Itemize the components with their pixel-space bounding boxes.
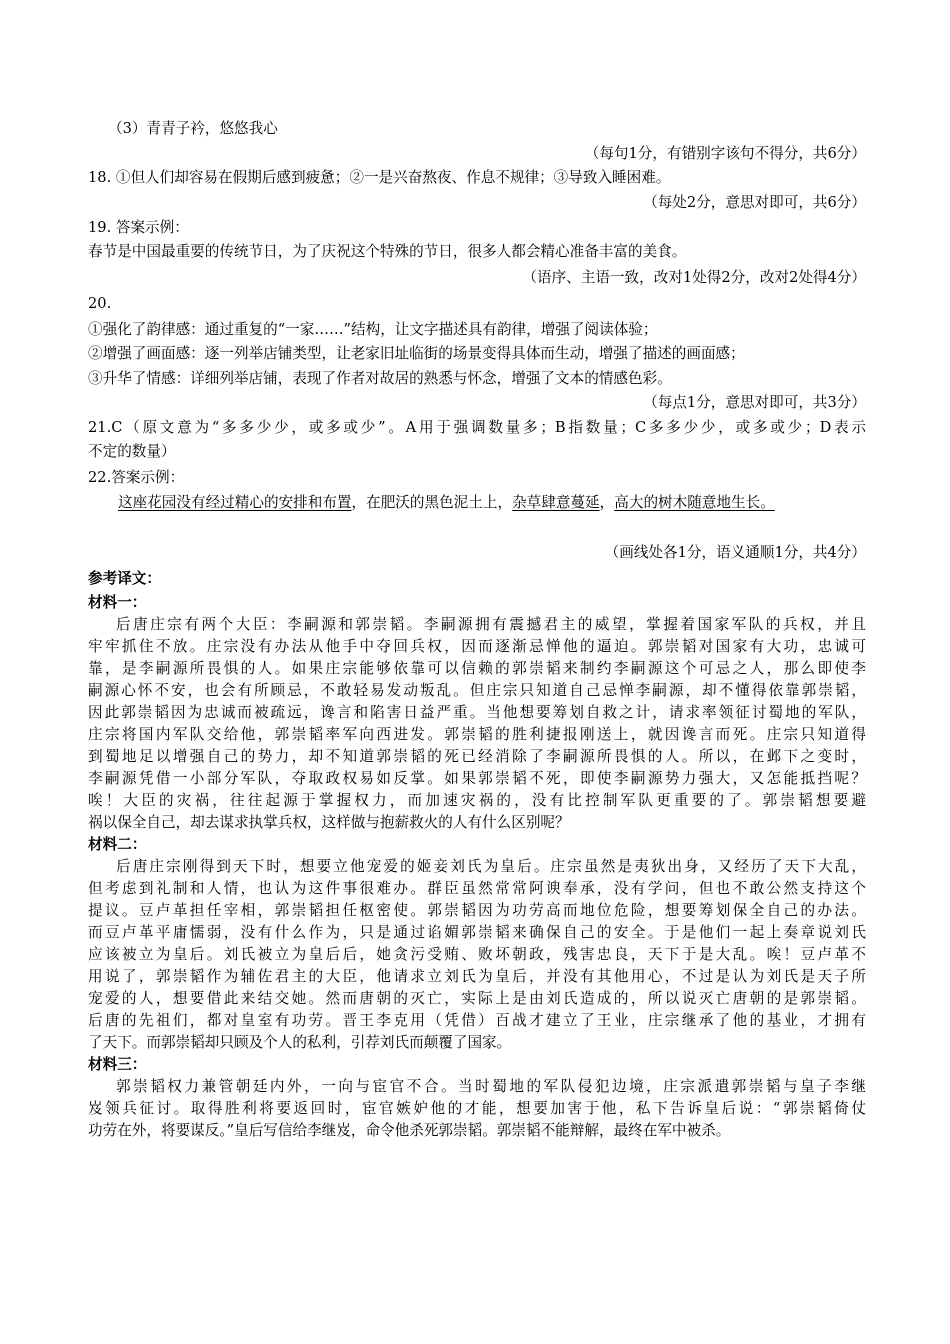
material-2-line: 后唐的先祖们，都对皇室有功劳。晋王李克用（凭借）百战才建立了王业，庄宗继承了他的基业，才拥有 [88, 1012, 866, 1029]
material-1-line: 到蜀地足以增强自己的势力，却不知道郭崇韬的死已经消除了李嗣源所畏惧的人。所以，在邺下之变时， [88, 748, 866, 765]
q22-underlined-1: 这座花园没有经过精心的安排和布置 [118, 494, 352, 511]
translation-heading: 参考译文： [88, 570, 161, 587]
q20-point-2: ②增强了画面感：逐一列举店铺类型，让老家旧址临街的场景变得具体而生动，增强了描述的画面感； [88, 345, 745, 362]
q22-title: 22.答案示例： [88, 469, 185, 486]
material-3-line: 功劳在外，将要谋反。”皇后写信给李继岌，命令他杀死郭崇韬。郭崇韬不能辩解，最终在军中被杀。 [88, 1122, 731, 1139]
q22-underlined-2: 杂草肆意蔓延 [512, 494, 600, 511]
q22-underlined-3: 高大的树木随意地生长。 [614, 494, 775, 511]
material-1-line: 因此郭崇韬因为忠诚而被疏远，谗言和陷害日益严重。当他想要筹划自救之计，请求率领征讨蜀地的军队， [88, 704, 866, 721]
material-2-line: 用说了，郭崇韬作为辅佐君主的大臣，他请求立刘氏为皇后，并没有其他用心，不过是认为刘氏是天子所 [88, 968, 866, 985]
q18-score: （每处2分，意思对即可，共6分） [643, 194, 866, 211]
q17-item-3: （3）青青子衿，悠悠我心 [108, 120, 278, 137]
q21-answer-line-1: 21.C（原文意为“多多少少，或多或少”。A用于强调数量多；B指数量；C多多少少，或多或少；D表示 [88, 419, 866, 436]
q21-answer-line-2: 不定的数量） [88, 443, 176, 460]
q22-plain-1: ，在肥沃的黑色泥土上， [351, 494, 513, 511]
q20-score: （每点1分，意思对即可，共3分） [643, 394, 866, 411]
material-1-line: 牢牢抓住不放。庄宗没有办法从他手中夺回兵权，因而逐渐忌惮他的逼迫。郭崇韬对国家有大功，忠诚可 [88, 638, 866, 655]
material-1-line: 庄宗将国内军队交给他，郭崇韬率军向西进发。郭崇韬的胜利捷报刚送上，就因谗言而死。庄宗只知道得 [88, 726, 866, 743]
material-1-line: 靠，是李嗣源所畏惧的人。如果庄宗能够依靠可以信赖的郭崇韬来制约李嗣源这个可忌之人，那么即使李 [88, 660, 866, 677]
material-2-line: 提议。豆卢革担任宰相，郭崇韬担任枢密使。郭崇韬因为功劳高而地位危险，想要筹划保全自己的办法。 [88, 902, 866, 919]
q20-point-1: ①强化了韵律感：通过重复的“一家……”结构，让文字描述具有韵律，增强了阅读体验； [88, 321, 658, 338]
material-1-line: 嗣源心怀不安，也会有所顾忌，不敢轻易发动叛乱。但庄宗只知道自己忌惮李嗣源，却不懂得依靠郭崇韬， [88, 682, 866, 699]
q19-answer: 春节是中国最重要的传统节日，为了庆祝这个特殊的节日，很多人都会精心准备丰富的美食。 [88, 243, 687, 260]
material-2-line: 了天下。而郭崇韬却只顾及个人的私利，引荐刘氏而颠覆了国家。 [88, 1034, 512, 1051]
q17-score: （每句1分，有错别字该句不得分，共6分） [584, 145, 866, 162]
q19-title: 19. 答案示例： [88, 219, 189, 236]
material-2-line: 应该被立为皇后。刘氏被立为皇后后，她贪污受贿、败坏朝政，残害忠良，天下于是大乱。唉！豆卢革不 [88, 946, 866, 963]
material-1-line: 后唐庄宗有两个大臣：李嗣源和郭崇韬。李嗣源拥有震撼君主的威望，掌握着国家军队的兵权，并且 [116, 616, 866, 633]
material-2-line: 宠爱的人，想要借此来结交她。然而唐朝的灭亡，实际上是由刘氏造成的，所以说灭亡唐朝的是郭崇韬。 [88, 990, 866, 1007]
q18-answer: 18. ①但人们却容易在假期后感到疲惫；②一是兴奋熬夜、作息不规律；③导致入睡困难。 [88, 169, 671, 186]
q22-answer [118, 493, 878, 513]
material-1-line: 唉！大臣的灾祸，往往起源于掌握权力，而加速灾祸的，没有比控制军队更重要的了。郭崇韬想要避 [88, 792, 866, 809]
q22-score: （画线处各1分，语义通顺1分，共4分） [604, 544, 866, 561]
q19-score: （语序、主语一致，改对1处得2分，改对2处得4分） [522, 269, 866, 286]
material-2-line: 而豆卢革平庸懦弱，没有什么作为，只是通过谄媚郭崇韬来确保自己的安全。于是他们一起上奏章说刘氏 [88, 924, 866, 941]
material-1-title: 材料一： [88, 594, 147, 611]
material-1-line: 祸以保全自己，却去谋求执掌兵权，这样做与抱薪救火的人有什么区别呢？ [88, 814, 570, 831]
material-3-title: 材料三： [88, 1056, 147, 1073]
material-2-line: 后唐庄宗刚得到天下时，想要立他宠爱的姬妾刘氏为皇后。庄宗虽然是夷狄出身，又经历了天下大乱， [116, 858, 866, 875]
material-2-line: 但考虑到礼制和人情，也认为这件事很难办。群臣虽然常常阿谀奉承，没有学问，但也不敢公然支持这个 [88, 880, 866, 897]
q22-plain-2: ， [599, 494, 615, 511]
material-1-line: 李嗣源凭借一小部分军队，夺取政权易如反掌。如果郭崇韬不死，即使李嗣源势力强大，又怎能抵挡呢？ [88, 770, 866, 787]
material-2-title: 材料二： [88, 836, 147, 853]
q20-point-3: ③升华了情感：详细列举店铺，表现了作者对故居的熟悉与怀念，增强了文本的情感色彩。 [88, 370, 672, 387]
q20-title: 20. [88, 295, 112, 312]
material-3-line: 郭崇韬权力兼管朝廷内外，一向与宦官不合。当时蜀地的军队侵犯边境，庄宗派遣郭崇韬与皇子李继 [116, 1078, 866, 1095]
material-3-line: 岌领兵征讨。取得胜利将要返回时，宦官嫉妒他的才能，想要加害于他，私下告诉皇后说：“郭崇韬倚仗 [88, 1100, 866, 1117]
